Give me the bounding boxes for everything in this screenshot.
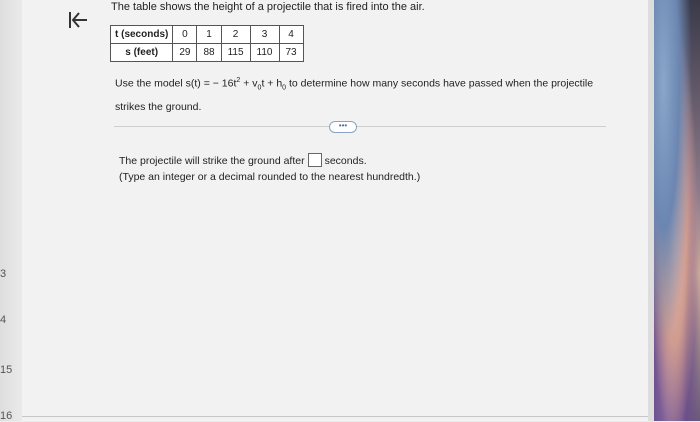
- answer-area: [119, 153, 420, 185]
- answer-prefix: The projectile will strike the ground after: [119, 155, 305, 167]
- table-cell: 2: [221, 26, 250, 44]
- model-text: Use the model s(t) = − 16t: [115, 77, 237, 90]
- table-cell: 115: [221, 44, 250, 62]
- table-cell: 4: [279, 26, 303, 44]
- table-cell: 0: [173, 26, 197, 44]
- margin-number: 3: [0, 268, 7, 280]
- margin-number: 16: [0, 410, 13, 422]
- table-row-label: s (feet): [111, 44, 173, 62]
- answer-suffix: seconds.: [324, 155, 367, 167]
- margin-number: 15: [0, 364, 13, 376]
- left-margin-strip: [0, 0, 23, 421]
- table-row-label: t (seconds): [111, 26, 173, 44]
- answer-input[interactable]: [308, 153, 322, 167]
- model-exponent: 2: [236, 77, 241, 84]
- model-text: + v: [240, 77, 258, 90]
- data-table: [110, 25, 304, 62]
- bottom-divider: [22, 416, 648, 417]
- table-cell: 73: [279, 44, 303, 62]
- question-intro: The table shows the height of a projectile that is fired into the air.: [111, 1, 425, 13]
- table-row: [111, 26, 304, 44]
- section-divider: [114, 126, 606, 127]
- model-instructions: [115, 71, 605, 117]
- table-cell: 29: [173, 44, 197, 62]
- answer-hint: (Type an integer or a decimal rounded to the nearest hundredth.): [119, 171, 421, 183]
- table-row: [111, 44, 304, 62]
- table-cell: 1: [197, 26, 221, 44]
- table-cell: 110: [250, 44, 279, 62]
- more-options-button[interactable]: •••: [329, 121, 357, 133]
- table-cell: 88: [197, 44, 221, 62]
- model-text: to determine how many seconds have passed when the projectile strikes the ground.: [115, 77, 594, 113]
- model-text: t + h: [261, 77, 283, 90]
- model-subscript: 0: [257, 84, 262, 92]
- model-subscript: 0: [282, 84, 287, 92]
- margin-number: 4: [0, 314, 7, 326]
- table-cell: 3: [250, 26, 279, 44]
- back-to-start-icon[interactable]: [66, 8, 90, 32]
- background-photo-edge: [648, 0, 700, 421]
- question-page: [22, 0, 648, 421]
